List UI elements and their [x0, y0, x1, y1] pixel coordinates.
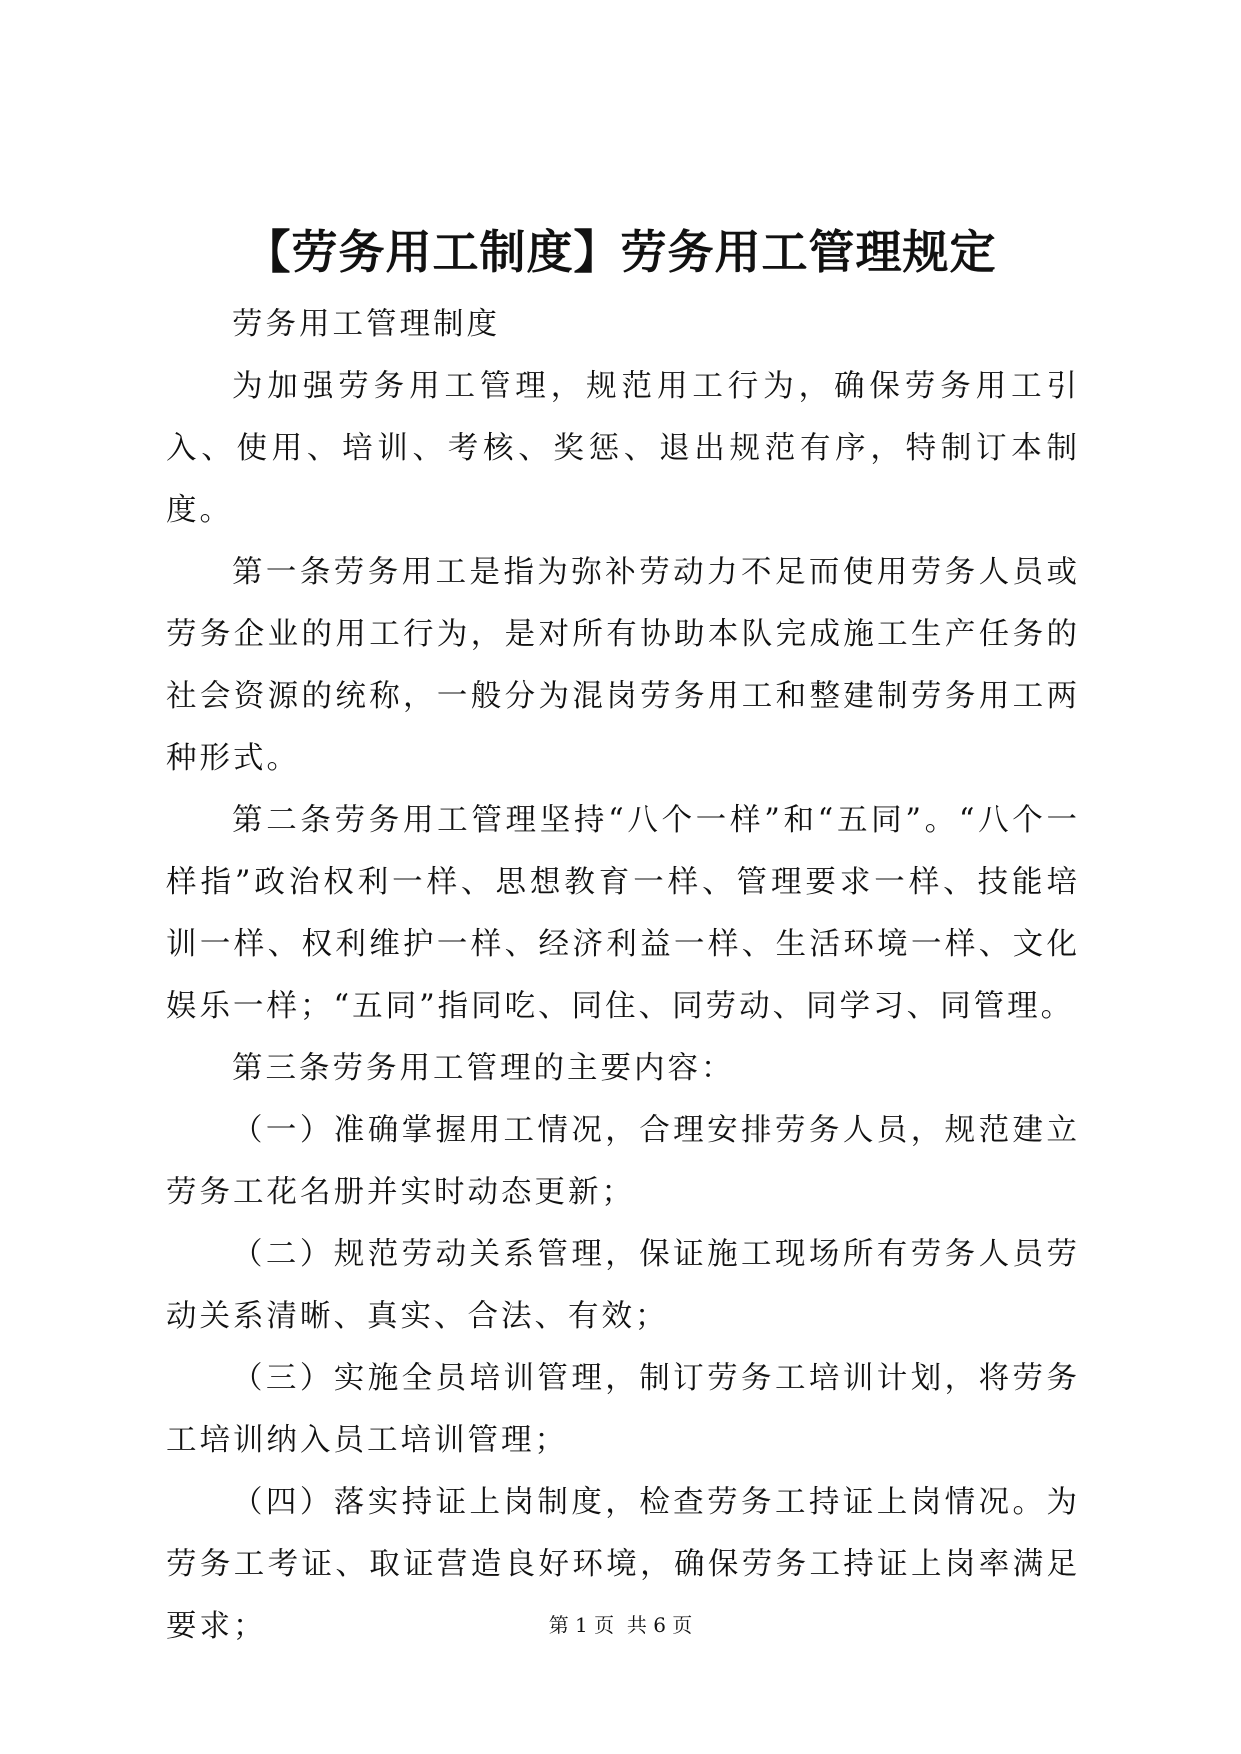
paragraph-intro: 为加强劳务用工管理，规范用工行为，确保劳务用工引入、使用、培训、考核、奖惩、退出规范有序，特制订本制度。	[166, 369, 1080, 528]
paragraph-item-4: （四）落实持证上岗制度，检查劳务工持证上岗情况。为劳务工考证、取证营造良好环境，确保劳务工持证上岗率满足要求；	[166, 1485, 1080, 1644]
paragraph-article-1: 第一条劳务用工是指为弥补劳动力不足而使用劳务人员或劳务企业的用工行为，是对所有协助本队完成施工生产任务的社会资源的统称，一般分为混岗劳务用工和整建制劳务用工两种形式。	[166, 555, 1080, 776]
paragraph-article-3: 第三条劳务用工管理的主要内容：	[232, 1051, 735, 1086]
paragraph-item-1: （一）准确掌握用工情况，合理安排劳务人员，规范建立劳务工花名册并实时动态更新；	[166, 1113, 1080, 1210]
paragraph-item-3: （三）实施全员培训管理，制订劳务工培训计划，将劳务工培训纳入员工培训管理；	[166, 1361, 1080, 1458]
paragraph-article-2: 第二条劳务用工管理坚持“八个一样”和“五同”。“八个一样指”政治权利一样、思想教育一样、管理要求一样、技能培训一样、权利维护一样、经济利益一样、生活环境一样、文化娱乐一样；“五同”指同吃、同住、同劳动、同学习、同管理。	[166, 803, 1080, 1024]
document-body	[166, 294, 1080, 1658]
paragraph-item-2: （二）规范劳动关系管理，保证施工现场所有劳务人员劳动关系清晰、真实、合法、有效；	[166, 1237, 1080, 1334]
page-footer	[0, 1610, 1241, 1640]
document-title: 【劳务用工制度】劳务用工管理规定	[244, 225, 997, 279]
page-number: 第 1 页 共 6 页	[548, 1613, 693, 1637]
paragraph-subtitle: 劳务用工管理制度	[232, 307, 500, 342]
